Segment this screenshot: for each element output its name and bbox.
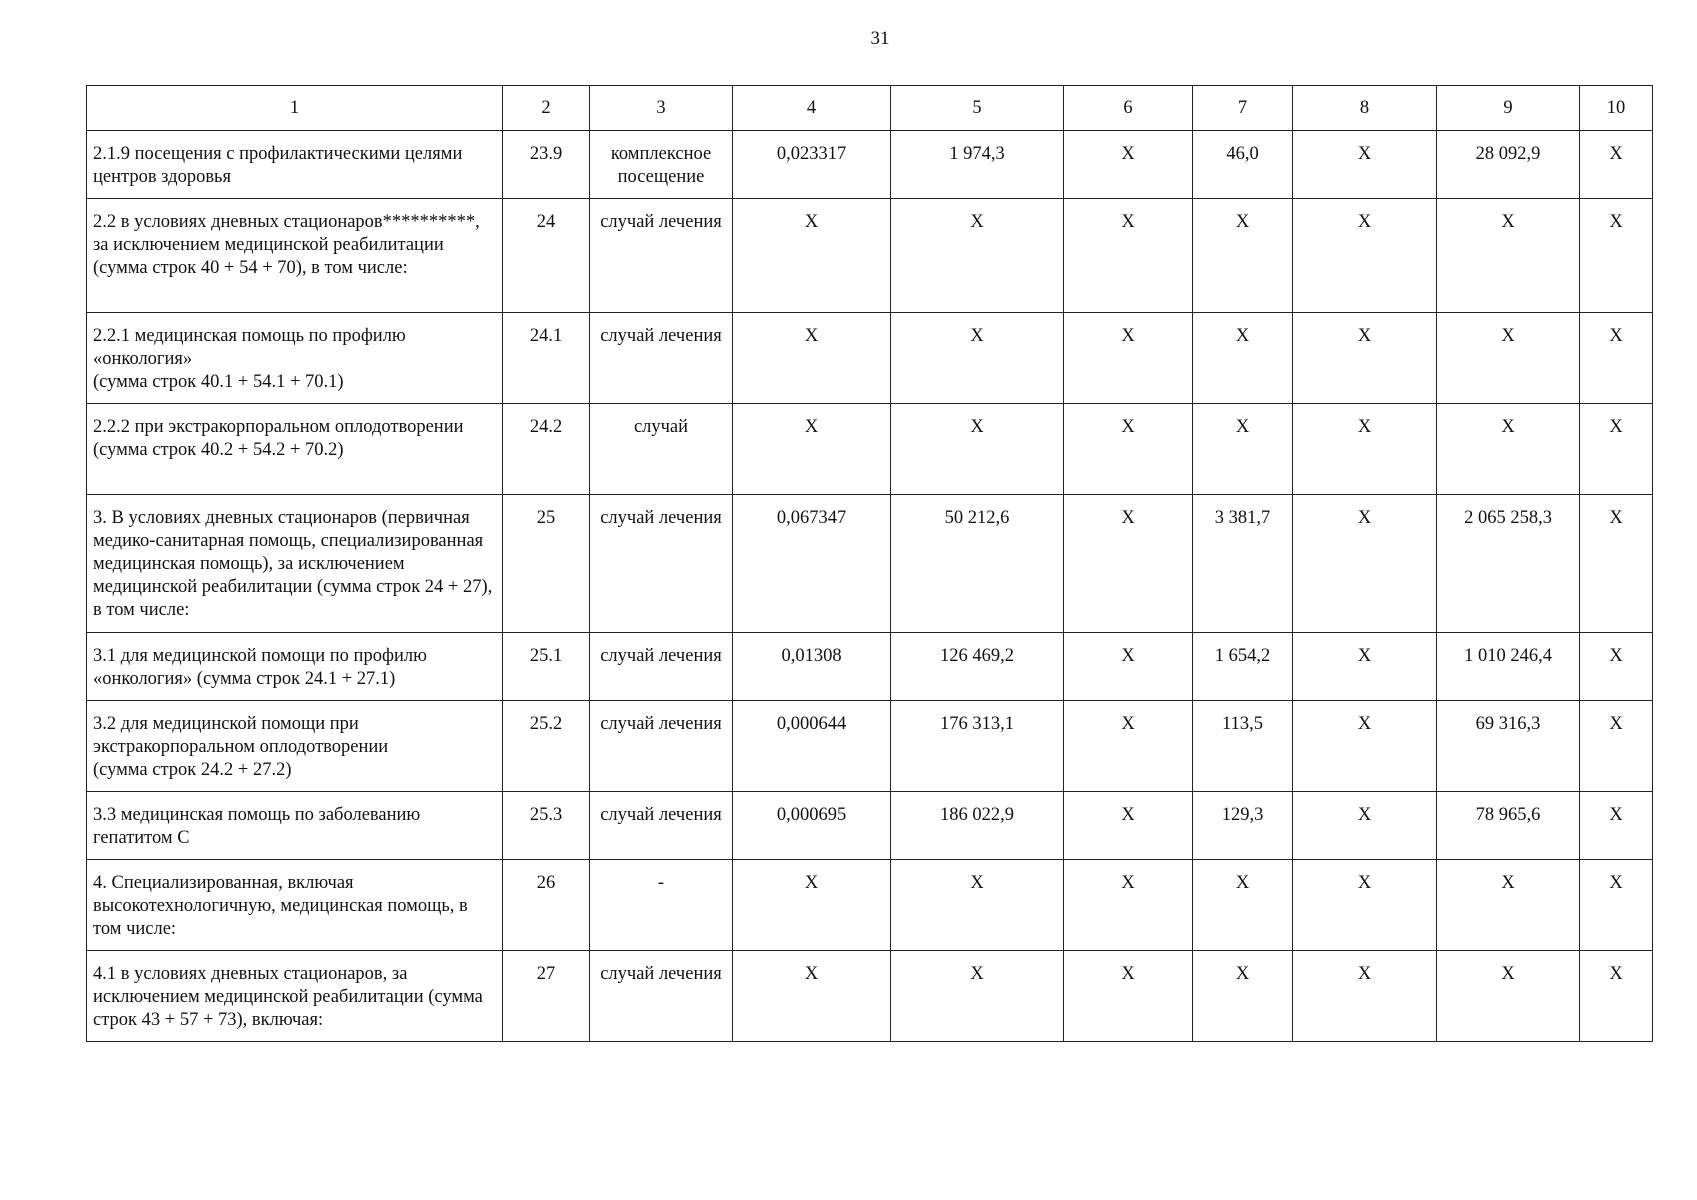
value-cell-9: Х (1437, 313, 1580, 404)
value-cell-6: Х (1064, 404, 1193, 495)
table-row (87, 633, 1653, 701)
value-cell-7: 1 654,2 (1193, 633, 1293, 701)
value-cell-6: Х (1064, 313, 1193, 404)
value-cell-5: 1 974,3 (891, 131, 1064, 199)
value-cell-9: Х (1437, 860, 1580, 951)
value-cell-10: Х (1580, 404, 1653, 495)
column-header: 3 (590, 86, 733, 131)
value-cell-4: 0,023317 (733, 131, 891, 199)
unit-cell: случай лечения (590, 199, 733, 313)
table-row (87, 792, 1653, 860)
column-header: 2 (503, 86, 590, 131)
table-row (87, 199, 1653, 313)
unit-cell: случай лечения (590, 313, 733, 404)
row-name-cell: 2.2.1 медицинская помощь по профилю «онкология» (сумма строк 40.1 + 54.1 + 70.1) (87, 313, 503, 404)
value-cell-7: Х (1193, 860, 1293, 951)
row-code-cell: 24 (503, 199, 590, 313)
value-cell-4: 0,000695 (733, 792, 891, 860)
value-cell-8: Х (1293, 633, 1437, 701)
unit-cell: случай лечения (590, 792, 733, 860)
value-cell-8: Х (1293, 313, 1437, 404)
unit-cell: случай лечения (590, 633, 733, 701)
value-cell-8: Х (1293, 701, 1437, 792)
row-name-cell: 2.2.2 при экстракорпоральном оплодотворении (сумма строк 40.2 + 54.2 + 70.2) (87, 404, 503, 495)
row-code-cell: 24.1 (503, 313, 590, 404)
data-table (86, 85, 1653, 1042)
value-cell-4: Х (733, 199, 891, 313)
value-cell-4: 0,000644 (733, 701, 891, 792)
value-cell-6: Х (1064, 633, 1193, 701)
value-cell-7: Х (1193, 404, 1293, 495)
row-code-cell: 27 (503, 951, 590, 1042)
value-cell-7: Х (1193, 313, 1293, 404)
value-cell-5: 50 212,6 (891, 495, 1064, 633)
row-code-cell: 26 (503, 860, 590, 951)
value-cell-7: 3 381,7 (1193, 495, 1293, 633)
value-cell-10: Х (1580, 633, 1653, 701)
row-code-cell: 24.2 (503, 404, 590, 495)
row-name-cell: 3.2 для медицинской помощи при экстракорпоральном оплодотворении (сумма строк 24.2 + 27.2) (87, 701, 503, 792)
value-cell-6: Х (1064, 199, 1193, 313)
value-cell-9: 78 965,6 (1437, 792, 1580, 860)
value-cell-7: Х (1193, 951, 1293, 1042)
value-cell-6: Х (1064, 131, 1193, 199)
row-name-cell: 3. В условиях дневных стационаров (первичная медико-санитарная помощь, специализированная медицинская помощь), за исключением медицинской реабилитации (сумма строк 24 + 27), в том числе: (87, 495, 503, 633)
value-cell-6: Х (1064, 792, 1193, 860)
column-header: 4 (733, 86, 891, 131)
unit-cell: - (590, 860, 733, 951)
value-cell-10: Х (1580, 199, 1653, 313)
value-cell-5: 176 313,1 (891, 701, 1064, 792)
value-cell-6: Х (1064, 495, 1193, 633)
value-cell-4: Х (733, 404, 891, 495)
value-cell-6: Х (1064, 701, 1193, 792)
unit-cell: случай лечения (590, 495, 733, 633)
column-header: 6 (1064, 86, 1193, 131)
value-cell-9: Х (1437, 199, 1580, 313)
value-cell-6: Х (1064, 951, 1193, 1042)
column-header: 5 (891, 86, 1064, 131)
table-row (87, 951, 1653, 1042)
row-name-cell: 3.1 для медицинской помощи по профилю «онкология» (сумма строк 24.1 + 27.1) (87, 633, 503, 701)
row-name-cell: 4. Специализированная, включая высокотехнологичную, медицинская помощь, в том числе: (87, 860, 503, 951)
value-cell-10: Х (1580, 313, 1653, 404)
unit-cell: комплексное посещение (590, 131, 733, 199)
table-row (87, 404, 1653, 495)
value-cell-5: Х (891, 313, 1064, 404)
column-header: 7 (1193, 86, 1293, 131)
value-cell-7: 113,5 (1193, 701, 1293, 792)
value-cell-6: Х (1064, 860, 1193, 951)
table-row (87, 495, 1653, 633)
value-cell-5: Х (891, 199, 1064, 313)
row-name-cell: 2.2 в условиях дневных стационаров**********, за исключением медицинской реабилитации (сумма строк 40 + 54 + 70), в том числе: (87, 199, 503, 313)
unit-cell: случай лечения (590, 951, 733, 1042)
value-cell-5: Х (891, 951, 1064, 1042)
value-cell-5: 186 022,9 (891, 792, 1064, 860)
value-cell-9: 1 010 246,4 (1437, 633, 1580, 701)
value-cell-9: Х (1437, 951, 1580, 1042)
value-cell-4: 0,067347 (733, 495, 891, 633)
value-cell-9: 2 065 258,3 (1437, 495, 1580, 633)
table-body (87, 131, 1653, 1042)
page-number: 31 (870, 28, 890, 49)
row-code-cell: 25.1 (503, 633, 590, 701)
row-code-cell: 25.2 (503, 701, 590, 792)
value-cell-8: Х (1293, 131, 1437, 199)
table-row (87, 313, 1653, 404)
value-cell-8: Х (1293, 495, 1437, 633)
value-cell-4: Х (733, 313, 891, 404)
column-header: 10 (1580, 86, 1653, 131)
row-code-cell: 25 (503, 495, 590, 633)
column-header: 1 (87, 86, 503, 131)
value-cell-10: Х (1580, 860, 1653, 951)
table-row (87, 131, 1653, 199)
value-cell-4: Х (733, 951, 891, 1042)
header-row (87, 86, 1653, 131)
row-name-cell: 2.1.9 посещения с профилактическими целями центров здоровья (87, 131, 503, 199)
column-header: 8 (1293, 86, 1437, 131)
value-cell-4: 0,01308 (733, 633, 891, 701)
value-cell-5: Х (891, 404, 1064, 495)
value-cell-9: 28 092,9 (1437, 131, 1580, 199)
value-cell-7: 46,0 (1193, 131, 1293, 199)
table-row (87, 701, 1653, 792)
unit-cell: случай (590, 404, 733, 495)
unit-cell: случай лечения (590, 701, 733, 792)
value-cell-10: Х (1580, 495, 1653, 633)
value-cell-4: Х (733, 860, 891, 951)
value-cell-10: Х (1580, 792, 1653, 860)
value-cell-7: Х (1193, 199, 1293, 313)
value-cell-5: Х (891, 860, 1064, 951)
value-cell-8: Х (1293, 792, 1437, 860)
row-code-cell: 25.3 (503, 792, 590, 860)
value-cell-9: 69 316,3 (1437, 701, 1580, 792)
value-cell-10: Х (1580, 951, 1653, 1042)
row-code-cell: 23.9 (503, 131, 590, 199)
value-cell-8: Х (1293, 860, 1437, 951)
value-cell-5: 126 469,2 (891, 633, 1064, 701)
value-cell-8: Х (1293, 404, 1437, 495)
value-cell-8: Х (1293, 951, 1437, 1042)
value-cell-7: 129,3 (1193, 792, 1293, 860)
row-name-cell: 3.3 медицинская помощь по заболеванию гепатитом С (87, 792, 503, 860)
value-cell-9: Х (1437, 404, 1580, 495)
value-cell-10: Х (1580, 131, 1653, 199)
value-cell-10: Х (1580, 701, 1653, 792)
value-cell-8: Х (1293, 199, 1437, 313)
column-header: 9 (1437, 86, 1580, 131)
table-row (87, 860, 1653, 951)
row-name-cell: 4.1 в условиях дневных стационаров, за исключением медицинской реабилитации (сумма строк 43 + 57 + 73), включая: (87, 951, 503, 1042)
